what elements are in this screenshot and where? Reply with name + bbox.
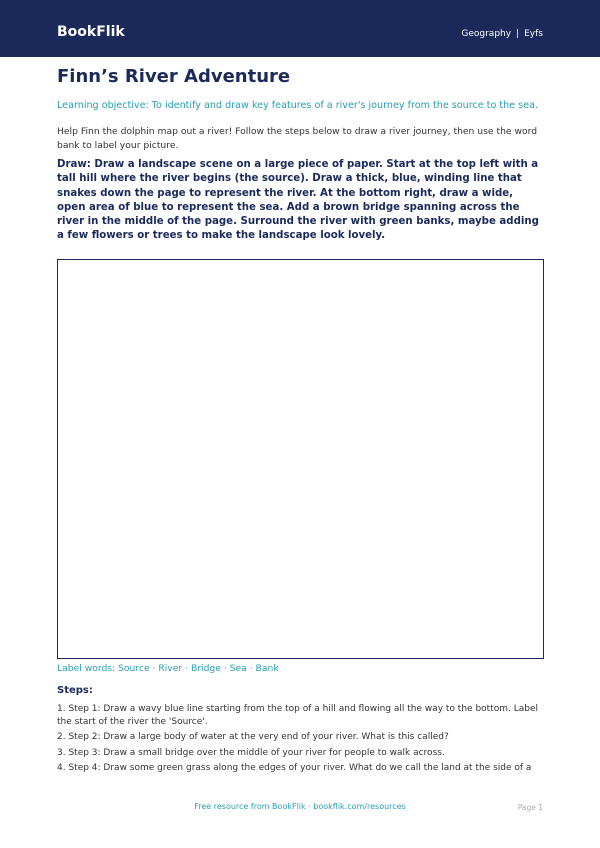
- step-item: 1. Step 1: Draw a wavy blue line starting from the top of a hill and flowing all the way to the bottom. Label the start of the river the 'Source'.: [57, 704, 538, 727]
- label-word-bank: Label words: Source · River · Bridge · Sea · Bank: [57, 663, 279, 674]
- step-item: 3. Step 3: Draw a small bridge over the middle of your river for people to walk across.: [57, 747, 445, 758]
- brand-logo-text[interactable]: BookFlik: [57, 24, 125, 40]
- drawing-area[interactable]: [57, 259, 544, 659]
- breadcrumb-separator: |: [516, 29, 520, 39]
- intro-text: Help Finn the dolphin map out a river! Follow the steps below to draw a river journey, then use the word bank to label your picture.: [57, 126, 538, 151]
- header-bar: [0, 0, 600, 57]
- steps-heading: Steps:: [57, 685, 93, 696]
- step-item: 2. Step 2: Draw a large body of water at the very end of your river. What is this called?: [57, 732, 449, 742]
- step-item: 4. Step 4: Draw some green grass along the edges of your river. What do we call the land at the side of a: [57, 763, 532, 773]
- steps-list: [57, 703, 544, 778]
- page-number: Page 1: [517, 803, 543, 812]
- breadcrumb-subject[interactable]: Geography: [461, 29, 512, 39]
- breadcrumb-level[interactable]: Eyfs: [524, 29, 543, 39]
- breadcrumb: [461, 29, 543, 39]
- footer-resource-link[interactable]: Free resource from BookFlik · bookflik.com/resources: [194, 802, 406, 811]
- page-title: Finn’s River Adventure: [57, 66, 291, 87]
- learning-objective: Learning objective: To identify and draw key features of a river's journey from the source to the sea.: [57, 100, 539, 111]
- draw-instruction: Draw: Draw a landscape scene on a large piece of paper. Start at the top left with a tall hill where the river begins (the source). Draw a thick, blue, winding line that snakes down the page to represent the river. At the bottom right, draw a wide, open area of blue to represent the sea. Add a brown bridge spanning across the river in the middle of the page. Surround the river with green banks, maybe adding a few flowers or trees to make the landscape look lovely.: [57, 159, 539, 242]
